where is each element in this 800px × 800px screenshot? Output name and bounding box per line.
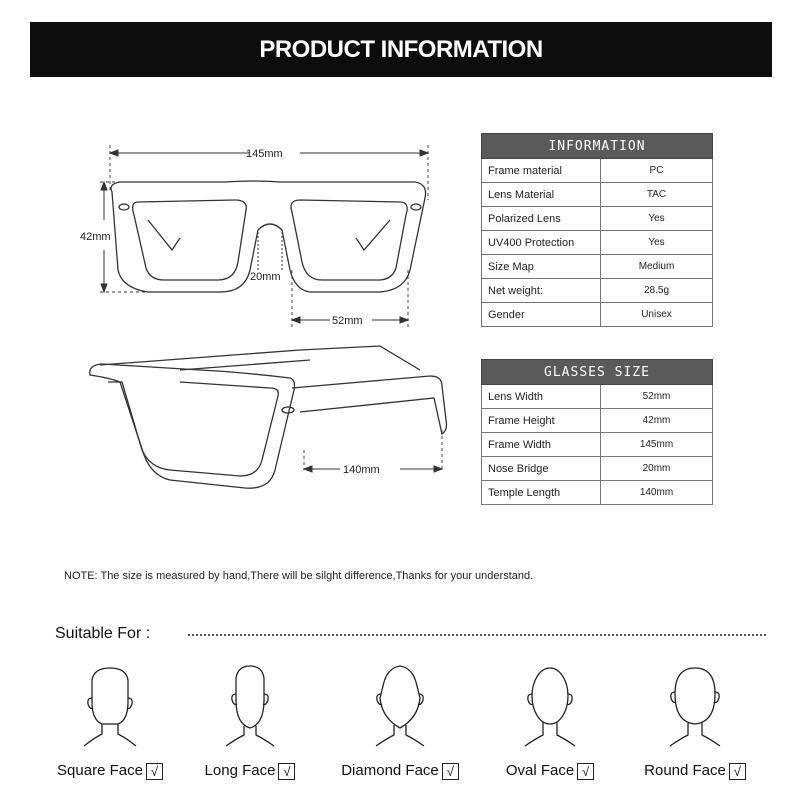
temple-arm [292, 376, 447, 434]
size-label: Frame Height [482, 409, 601, 433]
info-label: Lens Material [482, 183, 601, 207]
face-item-long [180, 660, 320, 779]
table-row [482, 255, 713, 279]
size-value: 140mm [601, 481, 713, 505]
info-value: Medium [601, 255, 713, 279]
face-label: Long Face √ [180, 762, 320, 780]
face-shape-list [40, 660, 780, 790]
table-row [482, 183, 713, 207]
table-row [482, 231, 713, 255]
dotted-divider [188, 634, 766, 636]
measurement-note: NOTE: The size is measured by hand,There will be silght difference,Thanks for your understand. [64, 570, 534, 582]
glasses-dimension-drawing [60, 120, 470, 500]
table-row [482, 385, 713, 409]
dim-bridge: 20mm [250, 271, 281, 283]
face-label: Diamond Face √ [330, 762, 470, 780]
round-face-icon [665, 660, 725, 750]
info-label: Polarized Lens [482, 207, 601, 231]
title-banner [30, 22, 772, 77]
info-label: Frame material [482, 159, 601, 183]
info-label: UV400 Protection [482, 231, 601, 255]
face-label: Round Face √ [625, 762, 765, 780]
face-item-oval [480, 660, 620, 779]
oval-face-icon [520, 660, 580, 750]
table-row [482, 409, 713, 433]
suitable-for-label: Suitable For : [55, 625, 151, 642]
glasses-size-header: GLASSES SIZE [482, 360, 713, 385]
table-row [482, 279, 713, 303]
dim-frame-height: 42mm [80, 231, 111, 243]
dim-temple: 140mm [343, 464, 380, 476]
info-label: Size Map [482, 255, 601, 279]
glasses-size-table [481, 359, 713, 505]
face-label: Oval Face √ [480, 762, 620, 780]
table-row [482, 159, 713, 183]
checkmark-icon: √ [729, 763, 746, 780]
face-item-round [625, 660, 765, 779]
table-row [482, 207, 713, 231]
info-value: TAC [601, 183, 713, 207]
square-face-icon [80, 660, 140, 750]
checkmark-icon: √ [577, 763, 594, 780]
size-label: Frame Width [482, 433, 601, 457]
left-lens [133, 200, 247, 280]
size-value: 52mm [601, 385, 713, 409]
size-label: Lens Width [482, 385, 601, 409]
table-row [482, 481, 713, 505]
table-row [482, 457, 713, 481]
info-label: Net weight: [482, 279, 601, 303]
size-label: Nose Bridge [482, 457, 601, 481]
info-label: Gender [482, 303, 601, 327]
page-title: PRODUCT INFORMATION [259, 35, 543, 63]
information-table [481, 133, 713, 327]
checkmark-icon: √ [146, 763, 163, 780]
size-value: 145mm [601, 433, 713, 457]
face-item-square [40, 660, 180, 779]
dim-overall-width: 145mm [246, 148, 283, 160]
checkmark-icon: √ [442, 763, 459, 780]
size-label: Temple Length [482, 481, 601, 505]
face-label: Square Face √ [40, 762, 180, 780]
diamond-face-icon [370, 660, 430, 750]
info-value: Yes [601, 207, 713, 231]
info-value: Yes [601, 231, 713, 255]
info-value: PC [601, 159, 713, 183]
info-value: Unisex [601, 303, 713, 327]
size-value: 20mm [601, 457, 713, 481]
dim-lens-width: 52mm [332, 315, 363, 327]
table-row [482, 433, 713, 457]
info-value: 28.5g [601, 279, 713, 303]
table-row [482, 303, 713, 327]
information-header: INFORMATION [482, 134, 713, 159]
long-face-icon [220, 660, 280, 750]
right-lens [291, 200, 407, 280]
checkmark-icon: √ [278, 763, 295, 780]
size-value: 42mm [601, 409, 713, 433]
face-item-diamond [330, 660, 470, 779]
